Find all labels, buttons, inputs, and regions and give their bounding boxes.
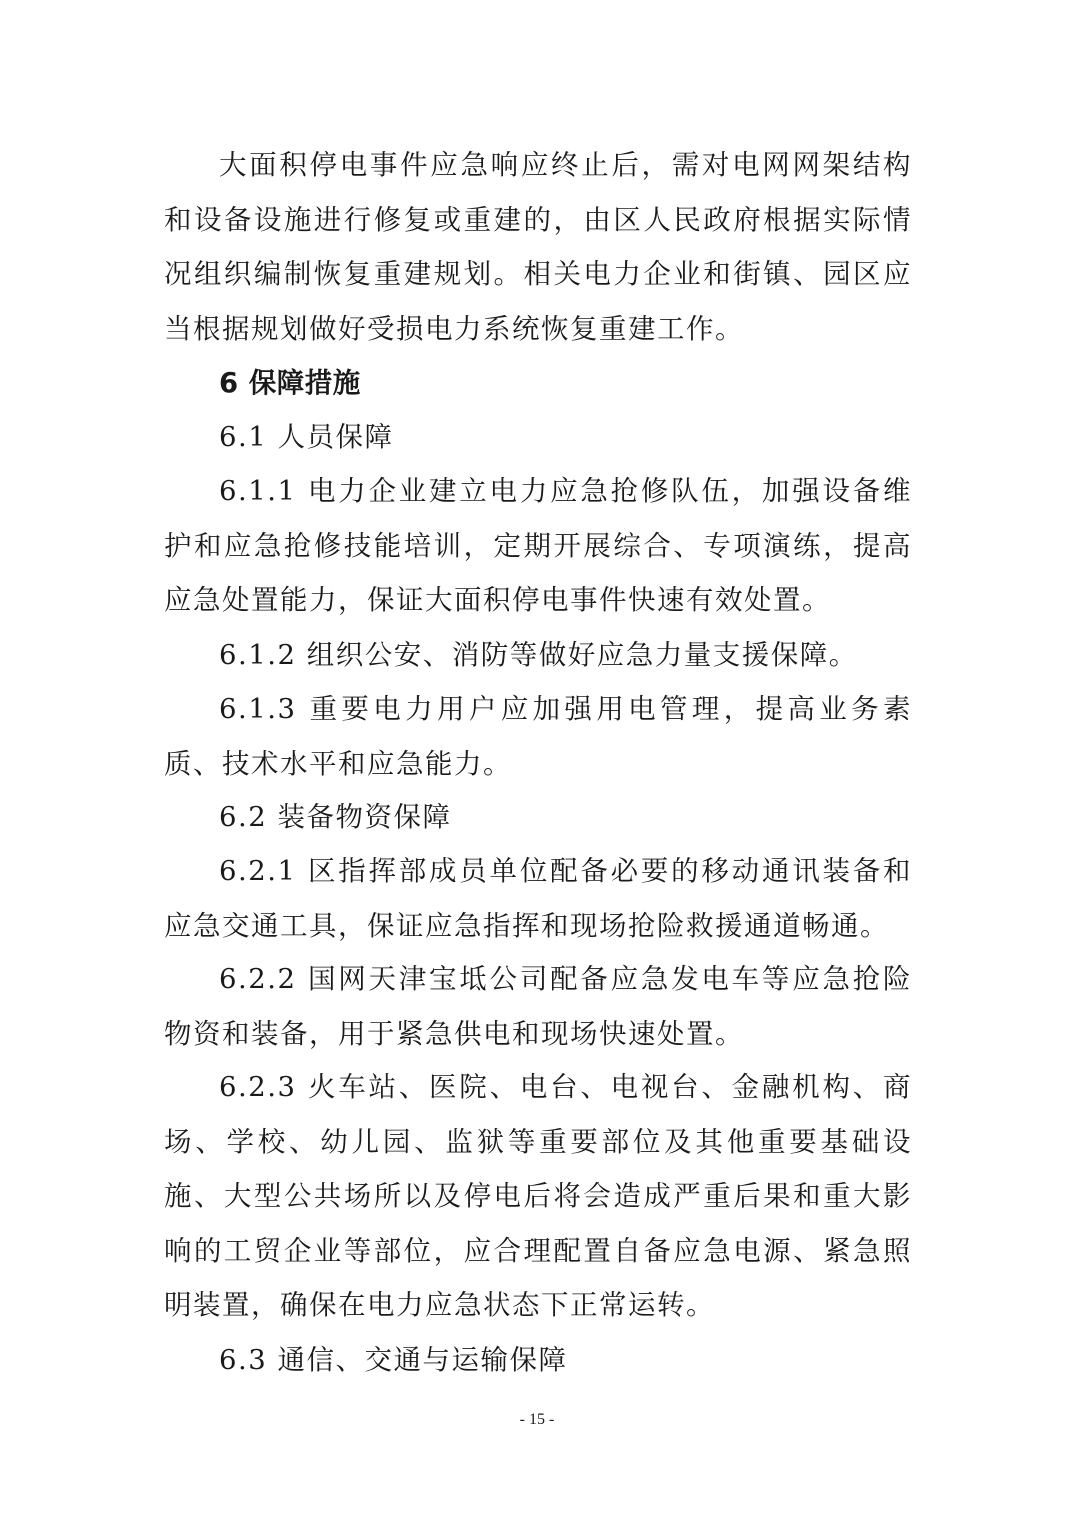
page-number: - 15 - — [519, 1411, 555, 1428]
section-heading-6: 6 保障措施 — [219, 367, 361, 399]
paragraph-6-1-2: 6.1.2 组织公安、消防等做好应急力量支援保障。 — [219, 639, 858, 671]
paragraph-6-2-3: 6.2.3 火车站、医院、电台、电视台、金融机构、商场、学校、幼儿园、监狱等重要部位及其他重要基础设施、大型公共场所以及停电后将会造成严重后果和重大影响的工贸企业等部位，应合理配置自备应急电源、紧急照明装置，确保在电力应急状态下正常运转。 — [164, 1071, 912, 1321]
paragraph-6-1-3: 6.1.3 重要电力用户应加强用电管理，提高业务素质、技术水平和应急能力。 — [164, 693, 912, 780]
paragraph-6-2-1: 6.2.1 区指挥部成员单位配备必要的移动通讯装备和应急交通工具，保证应急指挥和现场抢险救援通道畅通。 — [164, 855, 912, 942]
section-heading-6-2: 6.2 装备物资保障 — [219, 801, 452, 833]
section-heading-6-1: 6.1 人员保障 — [219, 421, 394, 453]
paragraph-6-1-1: 6.1.1 电力企业建立电力应急抢修队伍，加强设备维护和应急抢修技能培训，定期开展综合、专项演练，提高应急处置能力，保证大面积停电事件快速有效处置。 — [164, 475, 912, 616]
paragraph-6-2-2: 6.2.2 国网天津宝坻公司配备应急发电车等应急抢险物资和装备，用于紧急供电和现场快速处置。 — [164, 963, 912, 1050]
paragraph-restoration: 大面积停电事件应急响应终止后，需对电网网架结构和设备设施进行修复或重建的，由区人民政府根据实际情况组织编制恢复重建规划。相关电力企业和街镇、园区应当根据规划做好受损电力系统恢复重建工作。 — [164, 149, 912, 345]
section-heading-6-3: 6.3 通信、交通与运输保障 — [219, 1344, 568, 1376]
